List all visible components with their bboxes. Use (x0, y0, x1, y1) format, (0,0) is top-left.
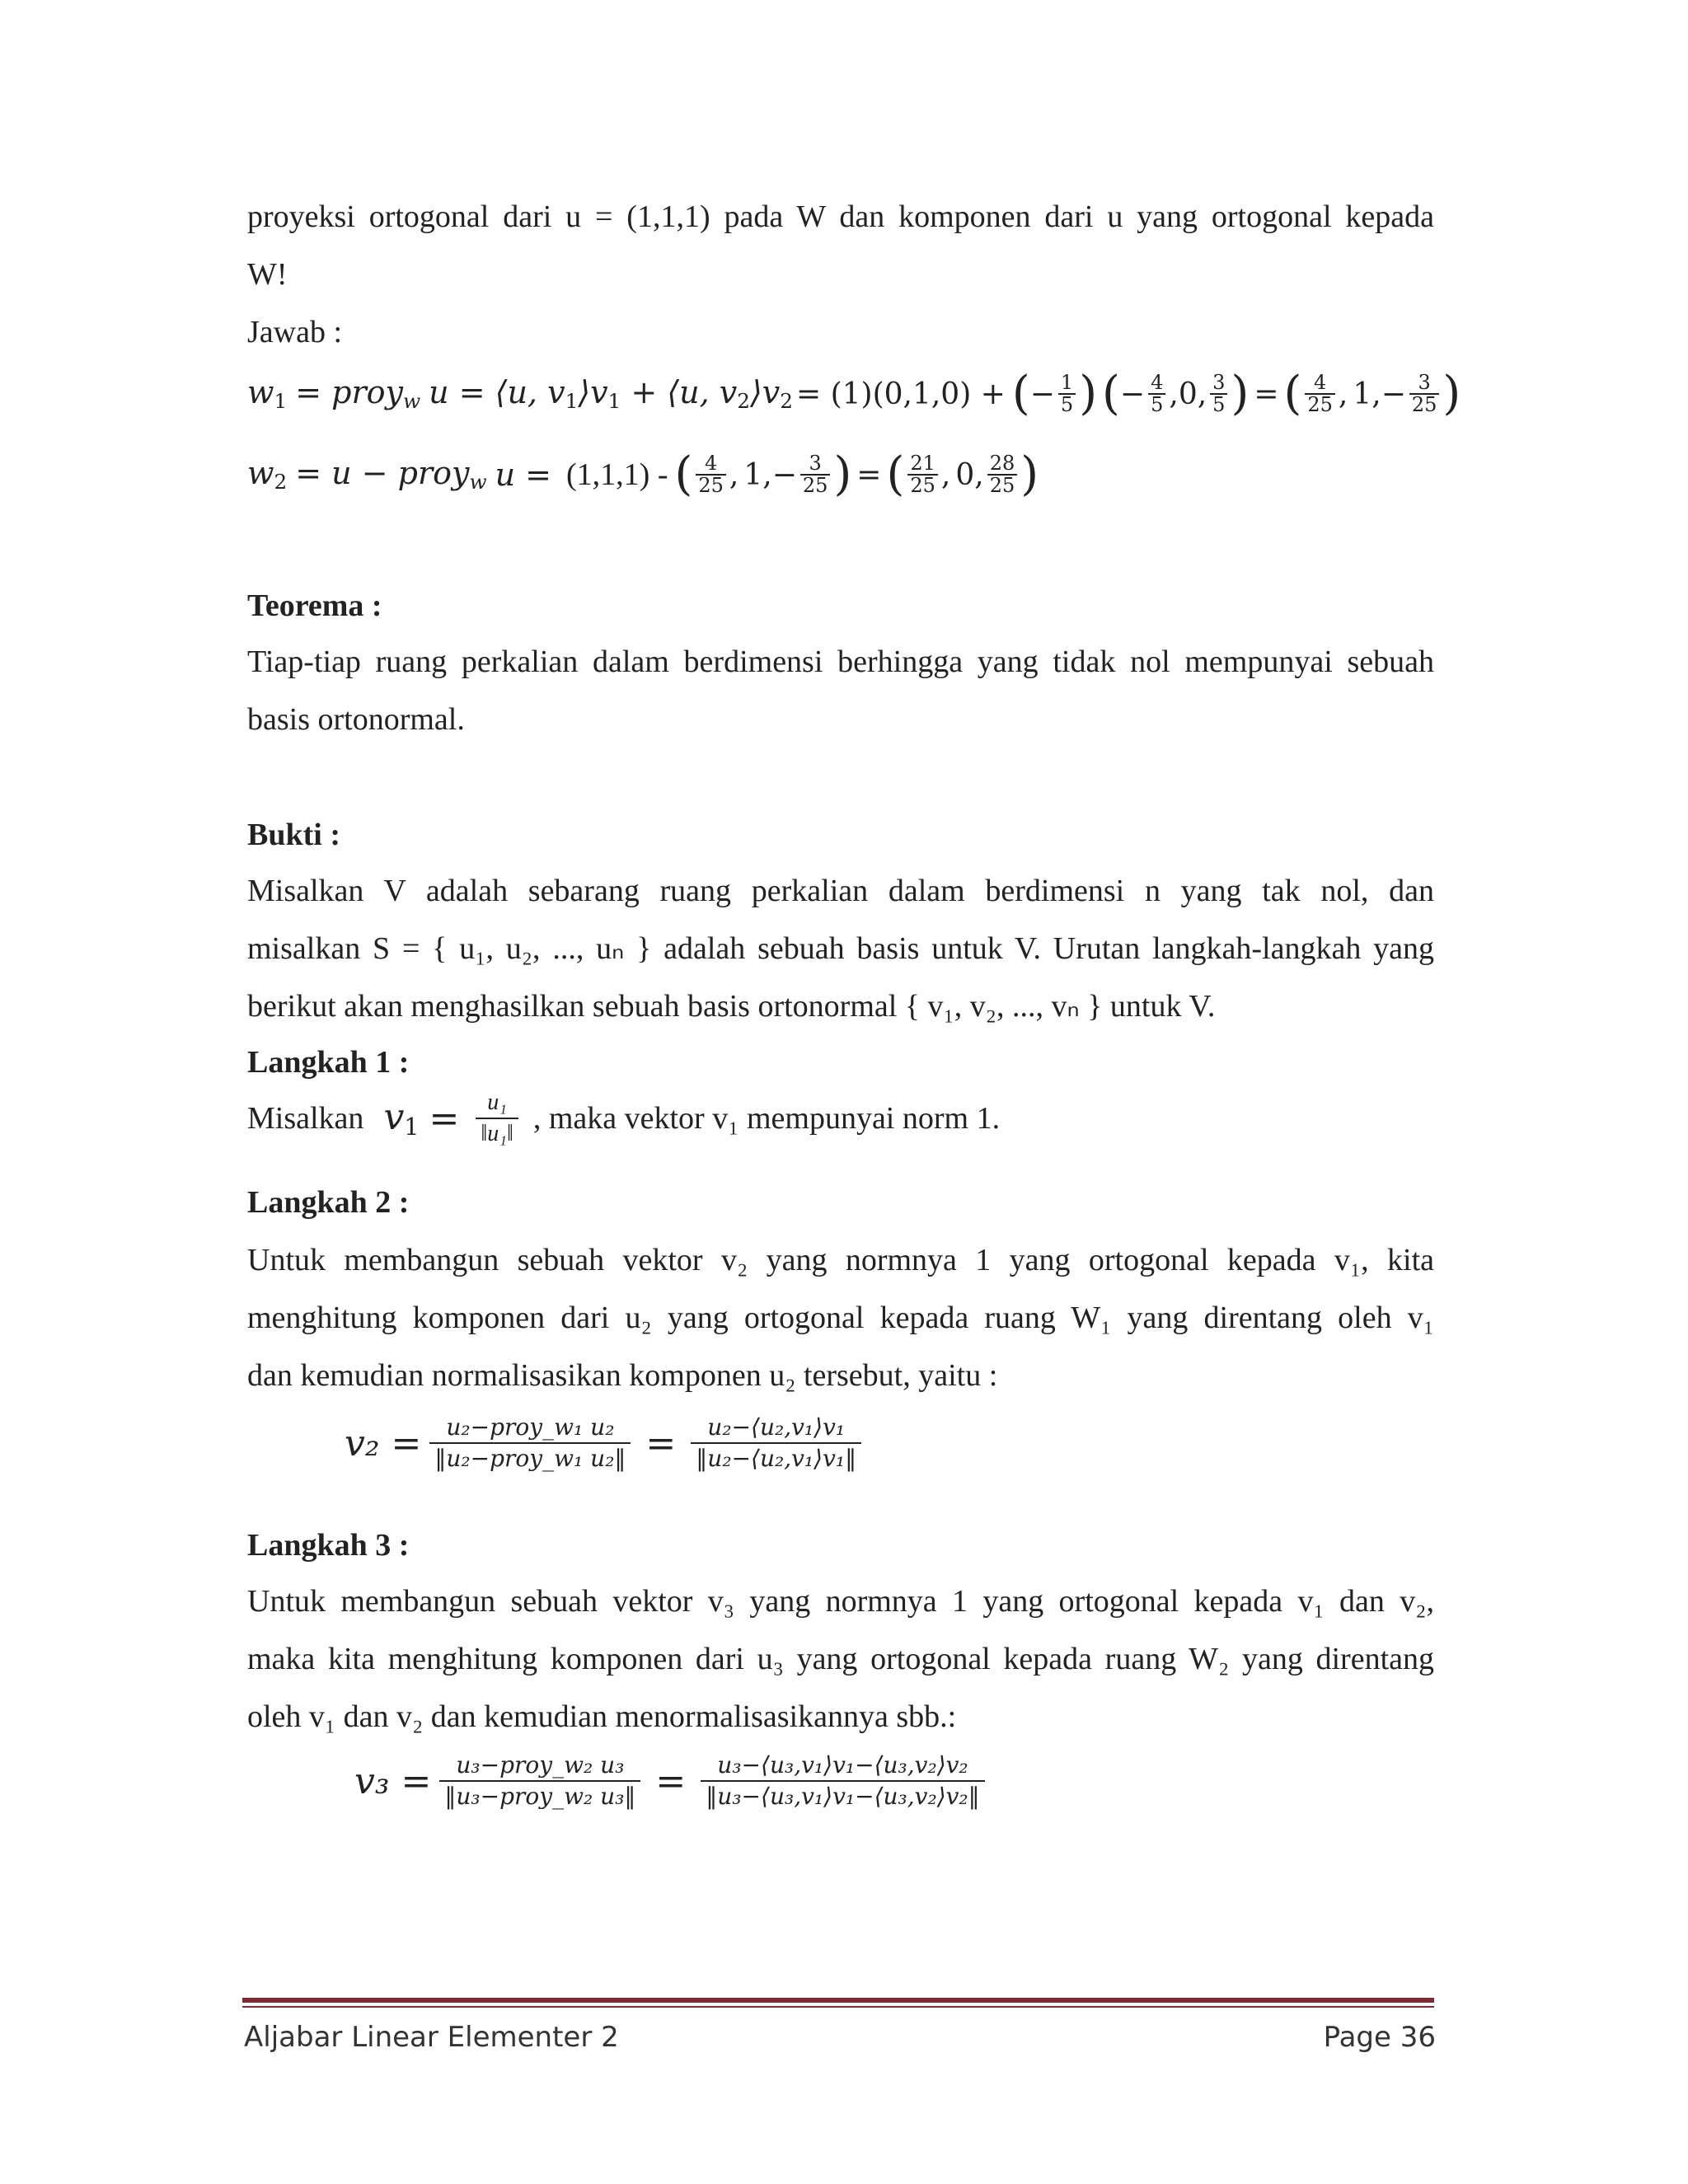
fraction: u₂−proy_w₁ u₂ ‖u₂−proy_w₁ u₂‖ (429, 1414, 631, 1472)
intro-line-2: W! (247, 257, 288, 292)
langkah2-heading: Langkah 2 : (247, 1185, 410, 1220)
bukti-line-3: berikut akan menghasilkan sebuah basis ortonormal { v₁, v₂, ..., vₙ } untuk V. (247, 989, 1216, 1024)
langkah2-line-1: Untuk membangun sebuah vektor v₂ yang normnya 1 yang ortogonal kepada v₁, kita (247, 1243, 1434, 1277)
page-number: Page 36 (1323, 2021, 1436, 2054)
fraction: $\frac{4}{25}$ (696, 453, 726, 496)
langkah2-line-3: dan kemudian normalisasikan komponen u₂ tersebut, yaitu : (247, 1358, 998, 1393)
fraction: $\frac{1}{5}$ (1058, 373, 1076, 415)
fraction: $\frac{\text{u₂−⟨u₂,v₁⟩v₁}}{\text{‖u₂−⟨u₂,v₁⟩v₁‖}}$ (691, 1414, 861, 1472)
bukti-line-2: misalkan S = { u₁, u₂, ..., uₙ } adalah sebuah basis untuk V. Urutan langkah-langkah yang (247, 931, 1434, 966)
fraction: $\frac{3}{5}$ (1210, 373, 1227, 415)
fraction: u₃−proy_w₂ u₃ ‖u₃−proy_w₂ u₃‖ (439, 1752, 640, 1810)
equation-v3: v₃ = u₃−proy_w₂ u₃ ‖u₃−proy_w₂ u₃‖ = $\frac{\text{u₃−⟨u₃,v₁⟩v₁−⟨u₃,v₂⟩v₂}}{\text{‖u₃−⟨u₃,v₁⟩v₁−⟨u₃,v₂⟩v₂‖}}$ (354, 1752, 992, 1810)
langkah3-line-1: Untuk membangun sebuah vektor v₃ yang normnya 1 yang ortogonal kepada v₁ dan v₂, (247, 1584, 1434, 1619)
bukti-line-1: Misalkan V adalah sebarang ruang perkalian dalam berdimensi n yang tak nol, dan (247, 874, 1434, 908)
langkah3-line-3: oleh v₁ dan v₂ dan kemudian menormalisasikannya sbb.: (247, 1699, 957, 1734)
fraction: $\frac{4}{5}$ (1148, 373, 1165, 415)
langkah1-heading: Langkah 1 : (247, 1045, 410, 1080)
equation-w1: $w_1$ = proy$_w$ u = ⟨u, $v_1⟩v_1$ + ⟨u, $v_2⟩v_2$ = (1)(0,1,0) + ( − $\frac{1}{5}$ ) ( − $\frac{4}{5}$ , 0, $\frac{3}{5}$ ) = ( $\frac{4}{25}$ , 1, − $\frac{3}{25}$ ) (247, 367, 1461, 420)
footer-rule-thin (242, 2006, 1434, 2008)
footer-rule-thick (242, 1998, 1434, 2003)
fraction: $\frac{21}{25}$ (907, 453, 938, 496)
equation-v2: v₂ = u₂−proy_w₁ u₂ ‖u₂−proy_w₁ u₂‖ = $\frac{\text{u₂−⟨u₂,v₁⟩v₁}}{\text{‖u₂−⟨u₂,v₁⟩v₁‖}}$ (345, 1414, 868, 1472)
intro-line-1: proyeksi ortogonal dari u = (1,1,1) pada W dan komponen dari u yang ortogonal kepada (247, 199, 1434, 234)
teorema-line-1: Tiap-tiap ruang perkalian dalam berdimensi berhingga yang tidak nol mempunyai sebuah (247, 644, 1434, 679)
footer-title: Aljabar Linear Elementer 2 (244, 2021, 619, 2054)
bukti-heading: Bukti : (247, 818, 340, 852)
fraction: $\frac{\text{u₁}}{\text{‖u₁‖}}$ (476, 1090, 518, 1147)
equation-w2: $w_2$ = u − proy$_w$ u = (1,1,1) - ( $\frac{4}{25}$ , 1, − $\frac{3}{25}$ ) = ( $\frac{21}{25}$ , 0, $\frac{28}{25}$ ) (247, 448, 1039, 501)
langkah3-heading: Langkah 3 : (247, 1528, 410, 1563)
langkah3-line-2: maka kita menghitung komponen dari u₃ yang ortogonal kepada ruang W₂ yang direntang (247, 1642, 1434, 1676)
langkah1-statement: Misalkan $v_1$ = $\frac{\text{u₁}}{\text{‖u₁‖}}$ , maka vektor v₁ mempunyai norm 1. (247, 1090, 1001, 1147)
teorema-line-2: basis ortonormal. (247, 702, 465, 737)
jawab-label: Jawab : (247, 315, 343, 349)
teorema-heading: Teorema : (247, 588, 382, 623)
fraction: $\frac{3}{25}$ (1409, 373, 1440, 415)
fraction: $\frac{28}{25}$ (987, 453, 1018, 496)
langkah2-line-2: menghitung komponen dari u₂ yang ortogonal kepada ruang W₁ yang direntang oleh v₁ (247, 1301, 1434, 1335)
fraction: $\frac{4}{25}$ (1305, 373, 1335, 415)
fraction: $\frac{\text{u₃−⟨u₃,v₁⟩v₁−⟨u₃,v₂⟩v₂}}{\text{‖u₃−⟨u₃,v₁⟩v₁−⟨u₃,v₂⟩v₂‖}}$ (701, 1752, 984, 1810)
fraction: $\frac{3}{25}$ (800, 453, 831, 496)
w1-symbol: $w_1$ (247, 374, 288, 414)
